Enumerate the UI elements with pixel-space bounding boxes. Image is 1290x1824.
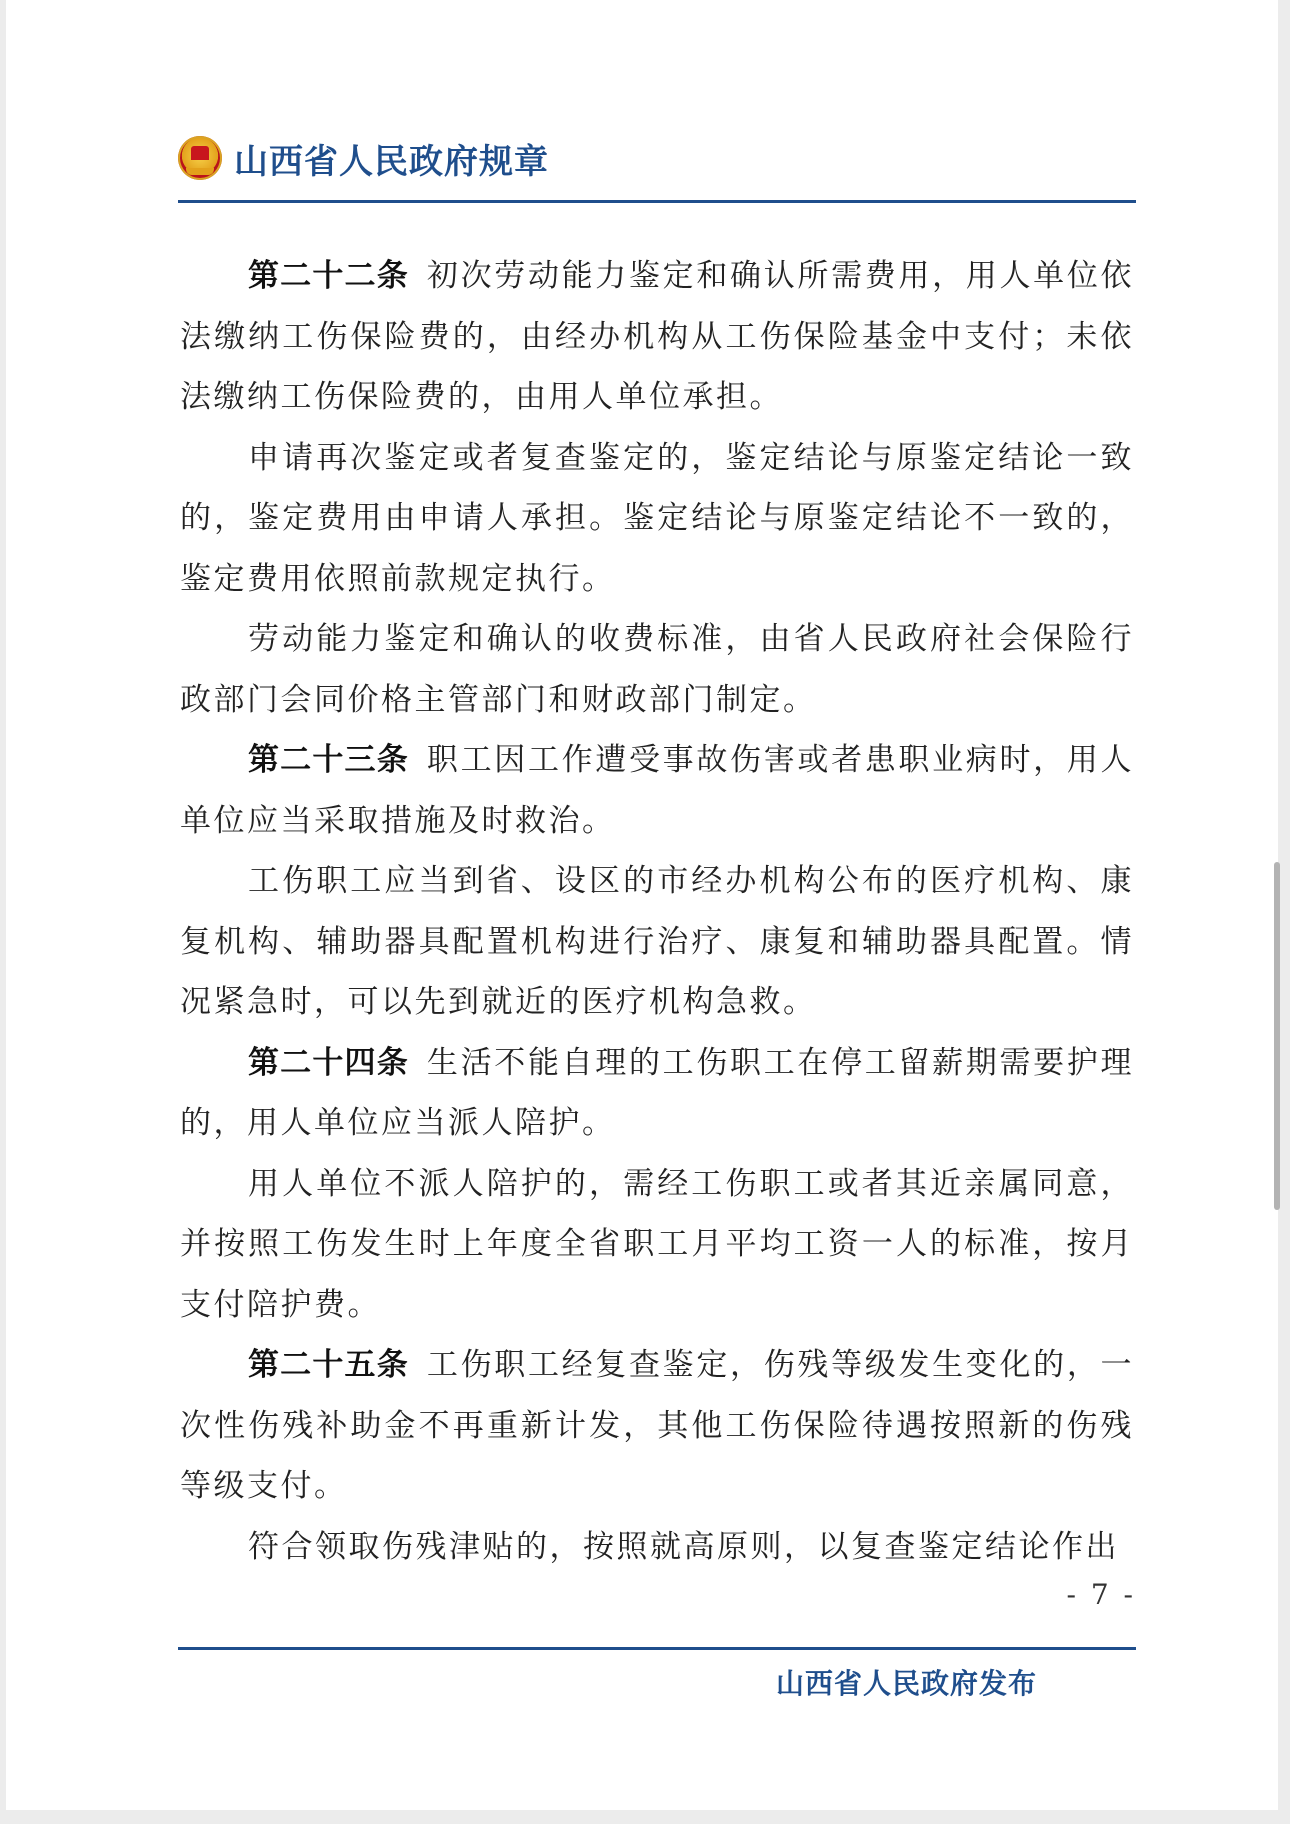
paragraph-text: 工伤职工应当到省、设区的市经办机构公布的医疗机构、康复机构、辅助器具配置机构进行治疗、康复和辅助器具配置。情况紧急时，可以先到就近的医疗机构急救。 xyxy=(180,863,1134,1020)
paragraph-text: 初次劳动能力鉴定和确认所需费用，用人单位依法缴纳工伤保险费的，由经办机构从工伤保险基金中支付；未依法缴纳工伤保险费的，由用人单位承担。 xyxy=(180,258,1135,415)
regulation-body xyxy=(180,246,1134,1577)
paragraph xyxy=(180,246,1134,428)
paragraph xyxy=(180,1335,1134,1517)
paragraph xyxy=(180,1033,1134,1154)
paragraph xyxy=(180,609,1134,730)
paragraph-text: 用人单位不派人陪护的，需经工伤职工或者其近亲属同意，并按照工伤发生时上年度全省职工月平均工资一人的标准，按月支付陪护费。 xyxy=(180,1165,1134,1323)
national-emblem-icon xyxy=(178,136,222,180)
paragraph xyxy=(180,1517,1134,1578)
article-number: 第二十三条 xyxy=(248,742,409,778)
header-title: 山西省人民政府规章 xyxy=(234,141,549,182)
paragraph xyxy=(180,730,1134,851)
paragraph-text: 符合领取伤残津贴的，按照就高原则，以复查鉴定结论作出 xyxy=(248,1528,1119,1565)
page-number: - 7 - xyxy=(1066,1578,1136,1611)
article-number: 第二十四条 xyxy=(248,1044,409,1081)
document-page xyxy=(6,0,1278,1810)
footer-divider xyxy=(178,1647,1136,1650)
paragraph xyxy=(180,851,1134,1033)
paragraph xyxy=(180,428,1134,610)
paragraph xyxy=(180,1154,1134,1336)
paragraph-text: 工伤职工经复查鉴定，伤残等级发生变化的，一次性伤残补助金不再重新计发，其他工伤保险待遇按照新的伤残等级支付。 xyxy=(180,1347,1135,1504)
paragraph-text: 申请再次鉴定或者复查鉴定的，鉴定结论与原鉴定结论一致的，鉴定费用由申请人承担。鉴定结论与原鉴定结论不一致的，鉴定费用依照前款规定执行。 xyxy=(180,439,1134,597)
article-number: 第二十二条 xyxy=(248,258,409,294)
scrollbar-thumb[interactable] xyxy=(1274,862,1280,1210)
article-number: 第二十五条 xyxy=(248,1347,409,1383)
paragraph-text: 劳动能力鉴定和确认的收费标准，由省人民政府社会保险行政部门会同价格主管部门和财政部门制定。 xyxy=(180,621,1134,718)
header-divider xyxy=(178,200,1136,203)
paragraph-text: 生活不能自理的工伤职工在停工留薪期需要护理的，用人单位应当派人陪护。 xyxy=(180,1044,1135,1141)
footer-publisher: 山西省人民政府发布 xyxy=(776,1667,1038,1700)
paragraph-text: 职工因工作遭受事故伤害或者患职业病时，用人单位应当采取措施及时救治。 xyxy=(180,742,1135,839)
page-header xyxy=(178,128,549,188)
